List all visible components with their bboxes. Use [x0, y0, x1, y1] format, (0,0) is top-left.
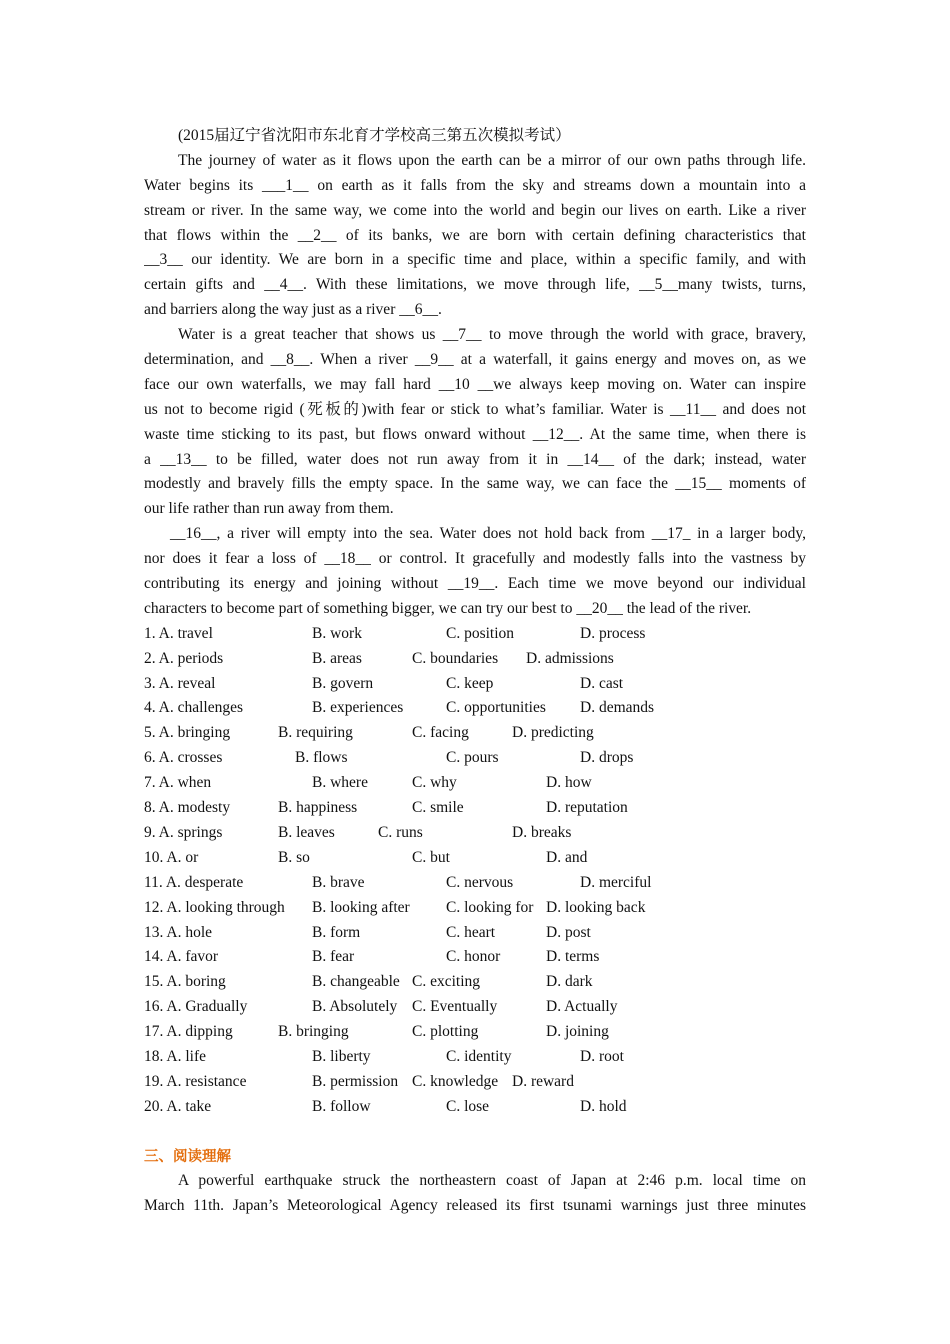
option-d: D. joining	[546, 1023, 609, 1041]
option-a: 10. A. or	[144, 848, 199, 866]
option-d: D. reward	[512, 1072, 574, 1090]
passage-line: certain gifts and __4__. With these limitations, we move through life, __5__many twists, turns,	[144, 276, 806, 294]
option-c: C. opportunities	[446, 699, 546, 717]
option-b: B. bringing	[278, 1023, 349, 1041]
passage-line: The journey of water as it flows upon the earth can be a mirror of our own paths through life.	[178, 151, 806, 169]
option-c: C. position	[446, 624, 515, 642]
option-b: B. leaves	[278, 823, 335, 841]
option-b: B. fear	[312, 948, 355, 966]
reading-passage	[144, 1169, 806, 1219]
option-c: C. nervous	[446, 873, 514, 891]
option-a: 18. A. life	[144, 1047, 206, 1065]
option-row	[144, 1070, 806, 1095]
option-c: C. exciting	[412, 973, 481, 991]
option-d: D. merciful	[580, 873, 652, 891]
option-d: D. drops	[580, 749, 634, 767]
option-a: 1. A. travel	[144, 624, 213, 642]
option-a: 17. A. dipping	[144, 1023, 233, 1041]
passage-line: waste time sticking to its past, but flows onward without __12__. At the same time, when there is	[144, 425, 806, 443]
passage-line: characters to become part of something bigger, we can try our best to __20__ the lead of the river.	[144, 599, 752, 617]
option-d: D. root	[580, 1047, 624, 1065]
option-c: C. heart	[446, 923, 496, 941]
passage-line: __3__ our identity. We are born in a specific time and place, within a specific family, and with	[144, 251, 806, 269]
option-b: B. work	[312, 624, 362, 642]
option-d: D. Actually	[546, 998, 618, 1016]
option-row	[144, 647, 806, 672]
option-c: C. plotting	[412, 1023, 479, 1041]
option-row	[144, 921, 806, 946]
option-b: B. so	[278, 848, 310, 866]
option-row	[144, 871, 806, 896]
option-a: 9. A. springs	[144, 823, 223, 841]
passage-line: that flows within the __2__ of its banks, we are born with certain defining characteristics that	[144, 226, 806, 244]
option-d: D. breaks	[512, 823, 572, 841]
option-b: B. experiences	[312, 699, 404, 717]
option-c: C. but	[412, 848, 450, 866]
option-a: 4. A. challenges	[144, 699, 244, 717]
option-a: 7. A. when	[144, 774, 212, 792]
option-row	[144, 995, 806, 1020]
option-d: D. how	[546, 774, 592, 792]
option-d: D. process	[580, 624, 646, 642]
option-b: B. govern	[312, 674, 374, 692]
option-b: B. areas	[312, 649, 362, 667]
passage-line: Water begins its ___1__ on earth as it falls from the sky and streams down a mountain into a	[144, 176, 806, 194]
option-a: 3. A. reveal	[144, 674, 216, 692]
passage-line: Water is a great teacher that shows us __7__ to move through the world with grace, bravery,	[178, 326, 806, 344]
option-c: C. runs	[378, 823, 423, 841]
passage-line: a __13__ to be filled, water does not run away from it in __14__ of the dark; instead, water	[144, 450, 806, 468]
document-page	[144, 124, 806, 1219]
option-row	[144, 771, 806, 796]
option-c: C. lose	[446, 1097, 490, 1115]
option-row	[144, 1095, 806, 1120]
option-c: C. smile	[412, 799, 464, 817]
reading-line: A powerful earthquake struck the northeastern coast of Japan at 2:46 p.m. local time on	[178, 1172, 806, 1190]
option-b: B. looking after	[312, 898, 410, 916]
option-row	[144, 721, 806, 746]
option-b: B. changeable	[312, 973, 400, 991]
option-c: C. keep	[446, 674, 494, 692]
option-b: B. Absolutely	[312, 998, 398, 1016]
passage-line: us not to become rigid (死板的)with fear or stick to what’s familiar. Water is __11__ and does not	[144, 400, 806, 418]
option-b: B. happiness	[278, 799, 358, 817]
option-b: B. liberty	[312, 1047, 371, 1065]
option-d: D. terms	[546, 948, 600, 966]
option-row	[144, 746, 806, 771]
option-row	[144, 622, 806, 647]
option-c: C. knowledge	[412, 1072, 499, 1090]
passage-line: __16__, a river will empty into the sea. Water does not hold back from __17_ in a larger body,	[170, 525, 806, 543]
option-d: D. post	[546, 923, 591, 941]
options-list	[144, 622, 806, 1120]
option-a: 14. A. favor	[144, 948, 219, 966]
option-c: C. identity	[446, 1047, 512, 1065]
option-b: B. permission	[312, 1072, 399, 1090]
option-c: C. pours	[446, 749, 499, 767]
passage-line: modestly and bravely fills the empty space. In the same way, we can face the __15__ moments of	[144, 475, 806, 493]
option-d: D. admissions	[526, 649, 614, 667]
option-b: B. flows	[295, 749, 348, 767]
option-b: B. requiring	[278, 724, 353, 742]
passage-line: face our own waterfalls, we may fall hard __10 __we always keep moving on. Water can inspire	[144, 375, 806, 393]
option-a: 16. A. Gradually	[144, 998, 248, 1016]
source-note: (2015届辽宁省沈阳市东北育才学校高三第五次模拟考试）	[178, 127, 571, 144]
option-d: D. dark	[546, 973, 593, 991]
option-b: B. form	[312, 923, 361, 941]
option-d: D. and	[546, 848, 588, 866]
section-heading: 三、阅读理解	[144, 1148, 231, 1165]
option-c: C. facing	[412, 724, 469, 742]
option-d: D. cast	[580, 674, 624, 692]
option-a: 12. A. looking through	[144, 898, 285, 916]
option-d: D. reputation	[546, 799, 628, 817]
cloze-passage	[144, 149, 806, 622]
passage-line: determination, and __8__. When a river __9__ at a waterfall, it gains energy and moves on, as we	[144, 351, 806, 369]
option-d: D. looking back	[546, 898, 646, 916]
passage-line: our life rather than run away from them.	[144, 500, 394, 518]
passage-line: stream or river. In the same way, we come into the world and begin our lives on earth. Like a river	[144, 201, 806, 219]
option-a: 11. A. desperate	[144, 873, 244, 891]
option-row	[144, 796, 806, 821]
option-row	[144, 696, 806, 721]
option-row	[144, 846, 806, 871]
option-c: C. honor	[446, 948, 501, 966]
option-b: B. where	[312, 774, 368, 792]
option-row	[144, 821, 806, 846]
option-b: B. follow	[312, 1097, 371, 1115]
option-b: B. brave	[312, 873, 365, 891]
passage-line: nor does it fear a loss of __18__ or control. It gracefully and modestly falls into the vastness by	[144, 550, 806, 568]
option-a: 15. A. boring	[144, 973, 226, 991]
option-a: 20. A. take	[144, 1097, 212, 1115]
option-row	[144, 1020, 806, 1045]
option-a: 6. A. crosses	[144, 749, 223, 767]
option-row	[144, 945, 806, 970]
option-d: D. predicting	[512, 724, 594, 742]
option-a: 13. A. hole	[144, 923, 213, 941]
passage-line: contributing its energy and joining without __19__. Each time we move beyond our individual	[144, 575, 806, 593]
passage-line: and barriers along the way just as a river __6__.	[144, 301, 442, 319]
option-c: C. why	[412, 774, 457, 792]
option-row	[144, 896, 806, 921]
option-a: 19. A. resistance	[144, 1072, 247, 1090]
option-c: C. boundaries	[412, 649, 499, 667]
option-row	[144, 672, 806, 697]
option-row	[144, 1045, 806, 1070]
reading-line: March 11th. Japan’s Meteorological Agency released its first tsunami warnings just three minutes	[144, 1197, 806, 1215]
section-spacer	[144, 1120, 806, 1145]
option-row	[144, 970, 806, 995]
option-c: C. looking for	[446, 898, 534, 916]
option-a: 8. A. modesty	[144, 799, 231, 817]
option-a: 5. A. bringing	[144, 724, 231, 742]
option-a: 2. A. periods	[144, 649, 224, 667]
option-d: D. hold	[580, 1097, 627, 1115]
option-c: C. Eventually	[412, 998, 498, 1016]
option-d: D. demands	[580, 699, 655, 717]
